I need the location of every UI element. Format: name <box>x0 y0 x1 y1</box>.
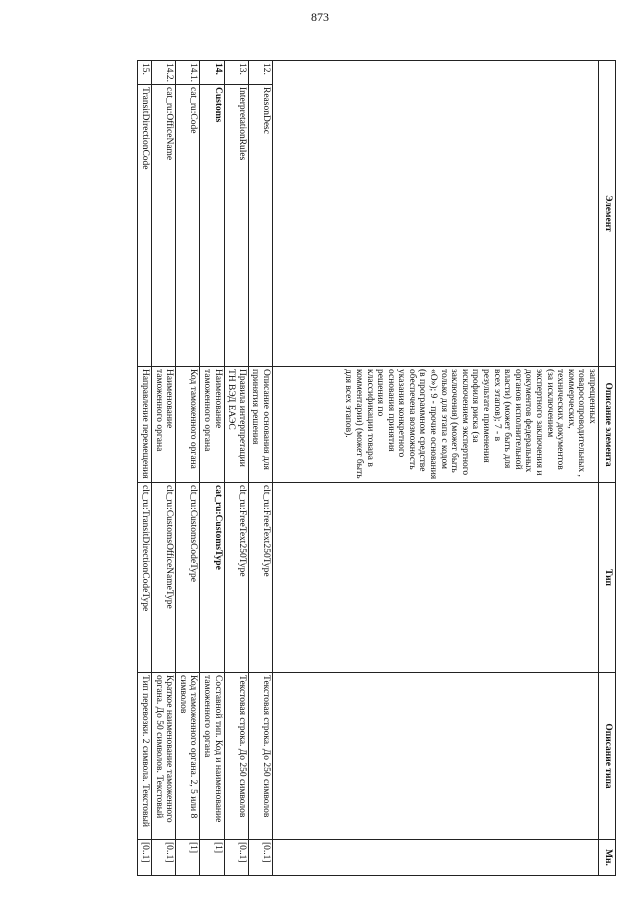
table-row <box>200 61 224 876</box>
row-element-desc: Наименование таможенного органа <box>152 367 176 483</box>
rotated-table-container <box>106 60 616 875</box>
header-mn: Мн. <box>599 840 616 876</box>
row-number: 14.1. <box>176 61 200 85</box>
row-element-desc: Направление перемещения <box>138 367 152 483</box>
row-type-desc: Текстовая строка. До 250 символов <box>248 673 272 840</box>
row-mn: [0..1] <box>152 840 176 876</box>
table-row <box>152 61 176 876</box>
row-element-desc: Правила интерпретации ТН ВЭД ЕАЭС <box>224 367 248 483</box>
row-element-name: cat_ru:Code <box>176 85 200 367</box>
row-element-name: InterpretationRules <box>224 85 248 367</box>
continuation-type-desc-cell <box>273 673 599 840</box>
table-row <box>176 61 200 876</box>
header-type: Тип <box>599 483 616 673</box>
row-mn: [0..1] <box>138 840 152 876</box>
row-mn: [0..1] <box>248 840 272 876</box>
continuation-mn-cell <box>273 840 599 876</box>
row-type: cat_ru:CustomsType <box>200 483 224 673</box>
elements-table <box>137 60 616 876</box>
continuation-element-cell <box>273 61 599 367</box>
table-row <box>138 61 152 876</box>
row-element-desc: Наименование таможенного органа <box>200 367 224 483</box>
page-number: 873 <box>311 10 329 24</box>
row-element-name: TransitDirectionCode <box>138 85 152 367</box>
header-element-desc: Описание элемента <box>599 367 616 483</box>
row-type: clt_ru:TransitDirectionCodeType <box>138 483 152 673</box>
continuation-row <box>273 61 599 876</box>
row-type: clt_ru:FreeText250Type <box>248 483 272 673</box>
row-type-desc: Составной тип. Код и наименование таможенного органа <box>200 673 224 840</box>
row-type: clt_ru:CustomsCodeType <box>176 483 200 673</box>
row-element-name: Customs <box>200 85 224 367</box>
row-type-desc: Краткое наименование таможенного органа. До 50 символов. Текстовый <box>152 673 176 840</box>
table-header-row <box>599 61 616 876</box>
row-number: 12. <box>248 61 272 85</box>
row-number: 14. <box>200 61 224 85</box>
row-element-name: cat_ru:OfficeName <box>152 85 176 367</box>
row-number: 15. <box>138 61 152 85</box>
row-element-name: ReasonDesc <box>248 85 272 367</box>
header-type-desc: Описание типа <box>599 673 616 840</box>
table-row <box>248 61 272 876</box>
row-type: clt_ru:FreeText250Type <box>224 483 248 673</box>
row-mn: [0..1] <box>224 840 248 876</box>
row-number: 14.2. <box>152 61 176 85</box>
row-number: 13. <box>224 61 248 85</box>
table-row <box>224 61 248 876</box>
row-type-desc: Код таможенного органа. 2, 5 или 8 символов <box>176 673 200 840</box>
row-element-desc: Код таможенного органа <box>176 367 200 483</box>
continuation-desc: запрещенных товаросопроводительных , коммерческих, технических документов (за исключением экспертного заключения и документов федеральных органов исполнительной власти) (может быть для всех этапов); 7 - в результате применения профиля риска (за исключением экспертного заключения) (может быть только для этапа с кодом «О»); 9 - прочие основания (в программном средстве обеспечена возможность указания конкретного основания принятия решения по классификации товара в комментарии) (может быть для всех этапов). <box>273 367 599 483</box>
header-element: Элемент <box>599 61 616 367</box>
row-type-desc: Текстовая строка. До 250 символов <box>224 673 248 840</box>
row-mn: [1] <box>176 840 200 876</box>
row-mn: [1] <box>200 840 224 876</box>
row-element-desc: Описание основания для принятия решения <box>248 367 272 483</box>
row-type-desc: Тип перевозки. 2 символа. Текстовый <box>138 673 152 840</box>
continuation-type-cell <box>273 483 599 673</box>
row-type: clt_ru:CustomsOfficeNameType <box>152 483 176 673</box>
